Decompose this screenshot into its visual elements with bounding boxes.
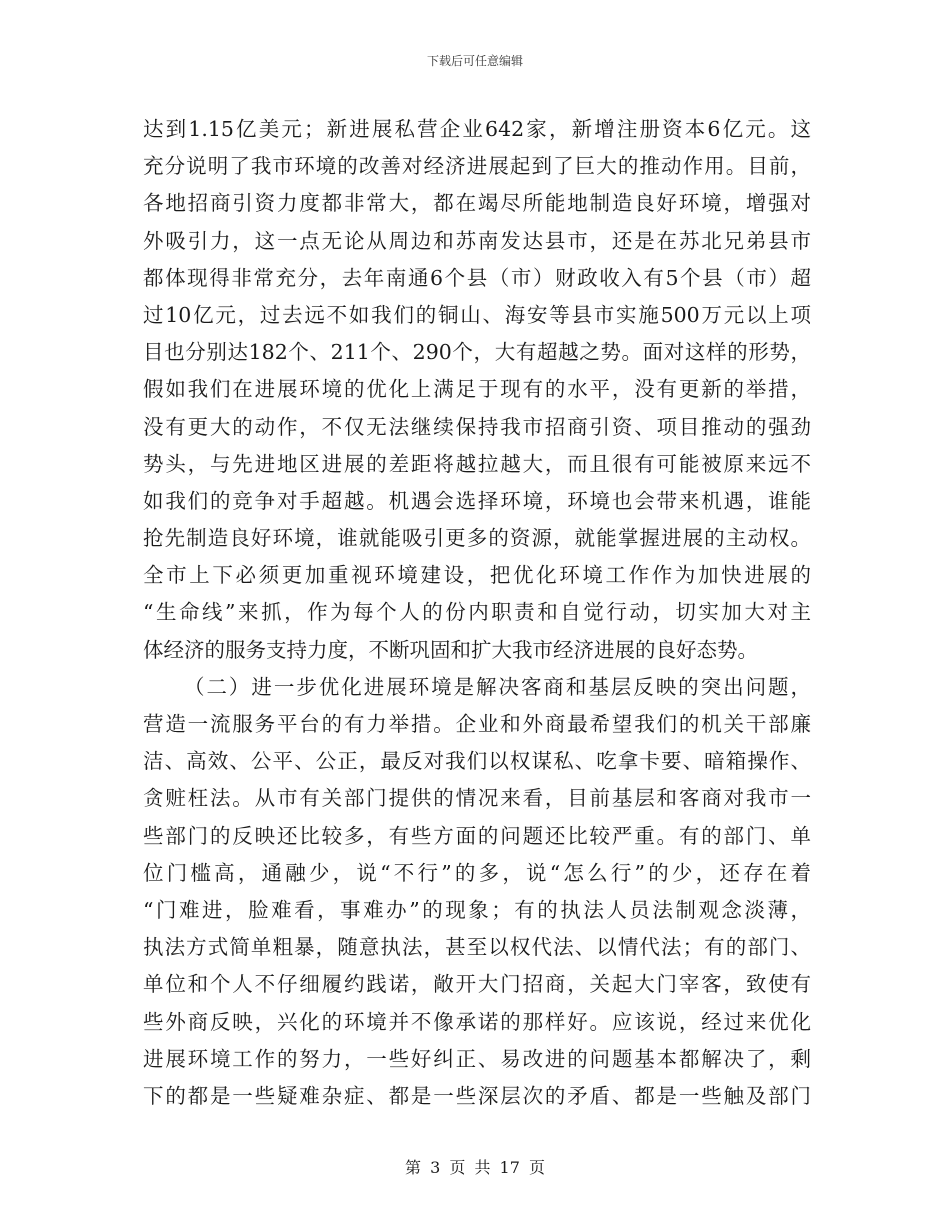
text-line: 洁、高效、公平、公正，最反对我们以权谋私、吃拿卡要、暗箱操作、 bbox=[143, 749, 811, 774]
text-line: “生命线”来抓，作为每个人的份内职责和自觉行动，切实加大对主 bbox=[143, 600, 811, 625]
text-line: 都体现得非常充分，去年南通6个县（市）财政收入有5个县（市）超 bbox=[143, 265, 811, 290]
text-line: 位门槛高，通融少，说“不行”的多，说“怎么行”的少，还存在着 bbox=[143, 860, 811, 885]
text-line: 如我们的竞争对手超越。机遇会选择环境，环境也会带来机遇，谁能 bbox=[143, 488, 811, 513]
text-line: 些外商反映，兴化的环境并不像承诺的那样好。应该说，经过来优化 bbox=[143, 1009, 811, 1034]
text-line: 充分说明了我市环境的改善对经济进展起到了巨大的推动作用。目前， bbox=[143, 154, 811, 179]
text-line: 下的都是一些疑难杂症、都是一些深层次的矛盾、都是一些触及部门 bbox=[143, 1083, 811, 1108]
text-line: 抢先制造良好环境，谁就能吸引更多的资源，就能掌握进展的主动权。 bbox=[143, 526, 811, 551]
paragraph-first-line: （二）进一步优化进展环境是解决客商和基层反映的突出问题， bbox=[184, 674, 811, 699]
page-header: 下载后可任意编辑 bbox=[426, 54, 523, 68]
text-line: 体经济的服务支持力度，不断巩固和扩大我市经济进展的良好态势。 bbox=[143, 637, 758, 662]
text-line: 进展环境工作的努力，一些好纠正、易改进的问题基本都解决了，剩 bbox=[143, 1046, 811, 1071]
document-body bbox=[143, 111, 811, 1115]
text-line: 假如我们在进展环境的优化上满足于现有的水平，没有更新的举措， bbox=[143, 377, 811, 402]
text-line: 全市上下必须更加重视环境建设，把优化环境工作作为加快进展的 bbox=[143, 563, 811, 588]
text-line: 各地招商引资力度都非常大，都在竭尽所能地制造良好环境，增强对 bbox=[143, 191, 811, 216]
text-line: 单位和个人不仔细履约践诺，敞开大门招商，关起大门宰客，致使有 bbox=[143, 972, 811, 997]
text-line: 营造一流服务平台的有力举措。企业和外商最希望我们的机关干部廉 bbox=[143, 712, 811, 736]
text-line: 达到1.15亿美元；新进展私营企业642家，新增注册资本6亿元。这 bbox=[143, 117, 811, 141]
text-line: “门难进，脸难看，事难办”的现象；有的执法人员法制观念淡薄， bbox=[143, 897, 811, 922]
text-line: 目也分别达182个、211个、290个，大有超越之势。面对这样的形势， bbox=[143, 340, 811, 365]
text-line: 外吸引力，这一点无论从周边和苏南发达县市，还是在苏北兄弟县市 bbox=[143, 228, 811, 253]
text-line: 势头，与先进地区进展的差距将越拉越大，而且很有可能被原来远不 bbox=[143, 451, 811, 476]
text-line: 些部门的反映还比较多，有些方面的问题还比较严重。有的部门、单 bbox=[143, 823, 811, 848]
text-line: 过10亿元，过去远不如我们的铜山、海安等县市实施500万元以上项 bbox=[143, 302, 811, 327]
text-line: 执法方式简单粗暴，随意执法，甚至以权代法、以情代法；有的部门、 bbox=[143, 935, 811, 960]
text-line: 贪赃枉法。从市有关部门提供的情况来看，目前基层和客商对我市一 bbox=[143, 786, 811, 811]
page-number-footer: 第 3 页 共 17 页 bbox=[405, 1158, 545, 1177]
text-line: 没有更大的动作，不仅无法继续保持我市招商引资、项目推动的强劲 bbox=[143, 414, 811, 439]
